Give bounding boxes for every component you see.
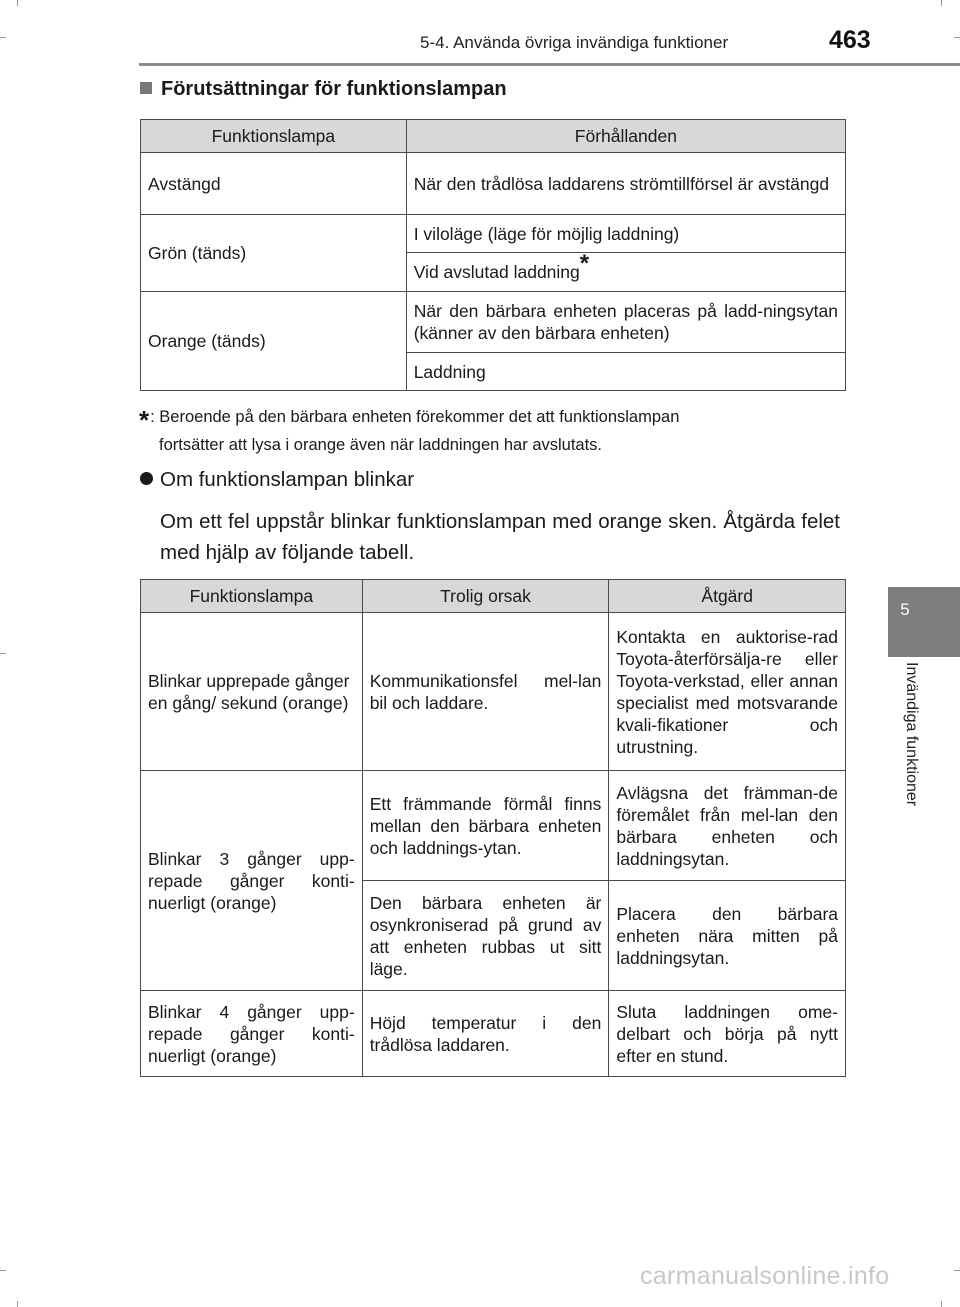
- bullet-heading-text: Om funktionslampan blinkar: [160, 468, 415, 491]
- section-title-text: Förutsättningar för funktionslampan: [161, 78, 507, 100]
- bullet-heading: [140, 468, 414, 492]
- crop-mark: [0, 37, 6, 38]
- footnote-line: : Beroende på den bärbara enheten förekommer det att funktionslampan: [150, 408, 680, 426]
- condition-cell: Laddning: [406, 353, 845, 391]
- chapter-number: 5: [900, 600, 910, 619]
- lamp-cell: Orange (tänds): [141, 292, 407, 391]
- action-cell: Sluta laddningen ome-delbart och börja på nytt efter en stund.: [609, 991, 846, 1077]
- chapter-tab: [888, 587, 960, 657]
- body-paragraph: Om ett fel uppstår blinkar funktionslampan med orange sken. Åtgärda felet med hjälp av följande tabell.: [160, 510, 840, 564]
- lamp-cell: Blinkar 4 gånger upp-repade gånger konti-nuerligt (orange): [141, 991, 363, 1077]
- footnote-line: fortsätter att lysa i orange även när laddningen har avslutats.: [159, 436, 603, 454]
- cause-cell: Den bärbara enheten är osynkroniserad på grund av att enheten rubbas ut sitt läge.: [362, 881, 609, 991]
- column-header: Förhållanden: [406, 120, 845, 153]
- footnote-marker: *: [579, 250, 590, 278]
- lamp-cell: Blinkar 3 gånger upp-repade gånger konti-nuerligt (orange): [141, 771, 363, 991]
- condition-text: Vid avslutad laddning: [413, 262, 580, 282]
- section-header: 5-4. Använda övriga invändiga funktioner: [420, 33, 729, 52]
- crop-mark: [0, 1270, 6, 1271]
- action-cell: Placera den bärbara enheten nära mitten på laddningsytan.: [609, 881, 846, 991]
- lamp-conditions-table: [140, 119, 846, 391]
- circle-bullet-icon: [140, 472, 153, 485]
- condition-cell: I viloläge (läge för möjlig laddning): [406, 215, 845, 253]
- column-header: Funktionslampa: [141, 580, 363, 613]
- column-header: Funktionslampa: [141, 120, 407, 153]
- square-bullet-icon: [140, 82, 152, 94]
- table-row: [141, 771, 846, 881]
- crop-mark: [954, 37, 960, 38]
- cause-cell: Höjd temperatur i den trådlösa laddaren.: [362, 991, 609, 1077]
- watermark: carmanualsonline.info: [640, 1262, 890, 1290]
- crop-mark: [17, 1301, 18, 1307]
- condition-cell: När den trådlösa laddarens strömtillförsel är avstängd: [406, 153, 845, 215]
- crop-mark: [941, 1301, 942, 1307]
- chapter-title: Invändiga funktioner: [903, 662, 920, 807]
- footnote-asterisk: *: [139, 405, 150, 435]
- table-row: [141, 613, 846, 771]
- table-row: [141, 215, 846, 253]
- header-rule: [139, 63, 960, 66]
- cause-cell: Ett främmande förmål finns mellan den bärbara enheten och laddnings-ytan.: [362, 771, 609, 881]
- crop-mark: [941, 0, 942, 6]
- column-header: Trolig orsak: [362, 580, 609, 613]
- action-cell: Kontakta en auktorise-rad Toyota-återförsälja-re eller Toyota-verkstad, eller annan specialist med motsvarande kvali-fikationer och utrustning.: [609, 613, 846, 771]
- table-row: [141, 153, 846, 215]
- lamp-cell: Grön (tänds): [141, 215, 407, 292]
- cause-cell: Kommunikationsfel mel-lan bil och laddare.: [362, 613, 609, 771]
- condition-cell: [406, 250, 845, 292]
- blinking-troubleshooting-table: [140, 579, 846, 1077]
- table-row: [141, 991, 846, 1077]
- crop-mark: [17, 0, 18, 6]
- condition-cell: När den bärbara enheten placeras på ladd-ningsytan (känner av den bärbara enheten): [406, 292, 845, 353]
- lamp-cell: Avstängd: [141, 153, 407, 215]
- action-cell: Avlägsna det främman-de föremålet från mel-lan den bärbara enheten och laddningsytan.: [609, 771, 846, 881]
- table-header-row: [141, 580, 846, 613]
- table-header-row: [141, 120, 846, 153]
- crop-mark: [0, 653, 6, 654]
- section-title: [140, 78, 507, 101]
- lamp-cell: Blinkar upprepade gånger en gång/ sekund (orange): [141, 613, 363, 771]
- page-number: 463: [829, 26, 871, 54]
- table-row: [141, 292, 846, 353]
- column-header: Åtgärd: [609, 580, 846, 613]
- footnote: [139, 405, 841, 458]
- crop-mark: [954, 1270, 960, 1271]
